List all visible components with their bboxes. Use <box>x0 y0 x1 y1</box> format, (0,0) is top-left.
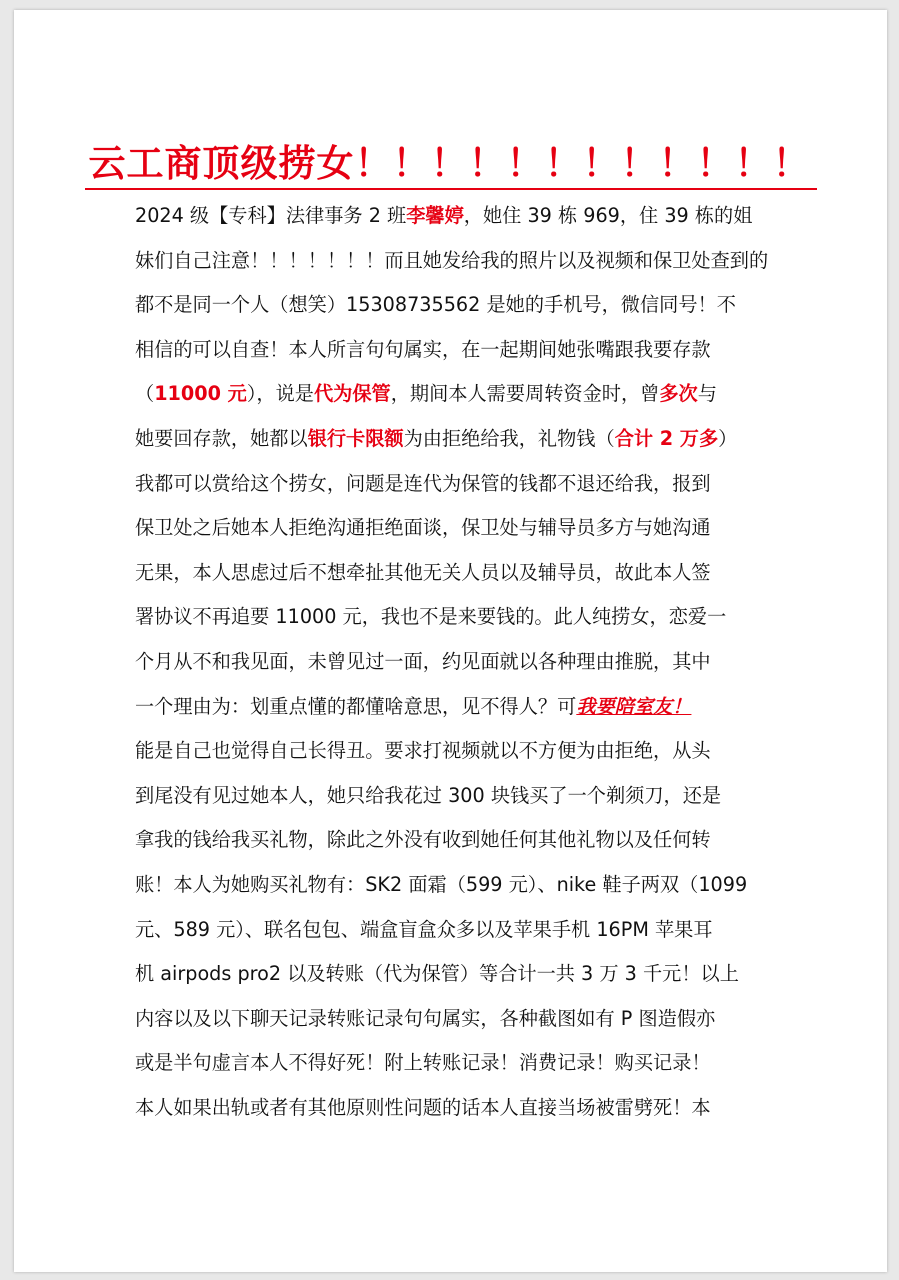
paragraph-line <box>135 283 769 328</box>
text-run: 与 <box>697 382 717 406</box>
text-run: 账！本人为她购买礼物有：SK2 面霜（599 元）、nike 鞋子两双（1099 <box>135 872 748 896</box>
paragraph-line <box>135 818 769 863</box>
highlighted-text: 11000 元 <box>154 382 247 406</box>
highlighted-text: 李馨婷 <box>406 204 464 227</box>
document-page <box>14 10 887 1272</box>
highlighted-text: 代为保管 <box>313 382 391 406</box>
text-run: 本人如果出轨或者有其他原则性问题的话本人直接当场被雷劈死！本 <box>135 1095 711 1119</box>
paragraph-line <box>135 863 769 908</box>
text-run: 机 airpods pro2 以及转账（代为保管）等合计一共 3 万 3 千元！以上 <box>135 962 739 986</box>
paragraph-line <box>135 506 769 551</box>
highlighted-text: 银行卡限额 <box>307 426 404 450</box>
text-run: 相信的可以自查！本人所言句句属实，在一起期间她张嘴跟我要存款 <box>135 337 711 361</box>
paragraph-line <box>135 685 769 730</box>
text-run: 2024 级【专科】法律事务 2 班 <box>135 204 407 227</box>
text-run: 元、589 元）、联名包包、端盒盲盒众多以及苹果手机 16PM 苹果耳 <box>135 917 713 941</box>
paragraph-line <box>135 997 769 1042</box>
text-run: 保卫处之后她本人拒绝沟通拒绝面谈，保卫处与辅导员多方与她沟通 <box>135 516 711 540</box>
text-run: ，期间本人需要周转资金时，曾 <box>390 382 660 406</box>
text-run: 为由拒绝给我，礼物钱（ <box>403 426 615 450</box>
paragraph-line <box>135 1086 769 1131</box>
text-run: 或是半句虚言本人不得好死！附上转账记录！消费记录！购买记录！ <box>135 1051 711 1075</box>
text-run: ），说是 <box>246 382 314 406</box>
paragraph-line <box>135 462 769 507</box>
paragraph-line <box>135 908 769 953</box>
text-run: 拿我的钱给我买礼物，除此之外没有收到她任何其他礼物以及任何转 <box>135 828 711 852</box>
paragraph-line <box>135 1041 769 1086</box>
text-run: 她要回存款，她都以 <box>135 426 308 450</box>
text-run: 个月从不和我见面，未曾见过一面，约见面就以各种理由推脱，其中 <box>135 649 711 673</box>
text-run: ） <box>718 426 738 450</box>
text-run: 内容以及以下聊天记录转账记录句句属实，各种截图如有 P 图造假亦 <box>135 1006 716 1030</box>
paragraph-line <box>135 774 769 819</box>
paragraph-line <box>135 595 769 640</box>
paragraph-line <box>135 194 769 239</box>
text-run: （ <box>135 382 155 406</box>
document-title: 云工商顶级捞女！！！！！！！！！！！！ <box>85 138 817 190</box>
text-run: 妹们自己注意！！！！！！！而且她发给我的照片以及视频和保卫处查到的 <box>135 248 769 272</box>
paragraph-line <box>135 952 769 997</box>
text-run: 划重点懂的都懂啥意思，见不得人？可 <box>250 694 577 718</box>
text-run: 能是自己也觉得自己长得丑。要求打视频就以不方便为由拒绝，从头 <box>135 739 711 763</box>
text-run: 无果，本人思虑过后不想牵扯其他无关人员以及辅导员，故此本人签 <box>135 560 711 584</box>
highlighted-text: 我要陪室友！ <box>576 694 692 718</box>
paragraph-line <box>135 640 769 685</box>
paragraph-line <box>135 239 769 284</box>
paragraph-line <box>135 372 769 417</box>
title-wrap <box>14 138 887 190</box>
text-run: 都不是同一个人（想笑）15308735562 是她的手机号，微信同号！不 <box>135 293 736 317</box>
text-run: 到尾没有见过她本人，她只给我花过 300 块钱买了一个剃须刀，还是 <box>135 783 722 807</box>
highlighted-text: 多次 <box>659 382 698 406</box>
paragraph-line <box>135 417 769 462</box>
text-run: ，她住 39 栋 969，住 39 栋的姐 <box>463 204 753 227</box>
text-run: 我都可以赏给这个捞女，问题是连代为保管的钱都不退还给我，报到 <box>135 471 711 495</box>
text-run: 署协议不再追要 11000 元，我也不是来要钱的。此人纯捞女，恋爱一 <box>135 605 727 629</box>
document-body <box>135 194 769 1130</box>
paragraph-line <box>135 729 769 774</box>
paragraph-line <box>135 328 769 373</box>
highlighted-text: 合计 2 万多 <box>614 426 719 450</box>
text-run: 一个理由为： <box>135 694 251 718</box>
paragraph-line <box>135 551 769 596</box>
